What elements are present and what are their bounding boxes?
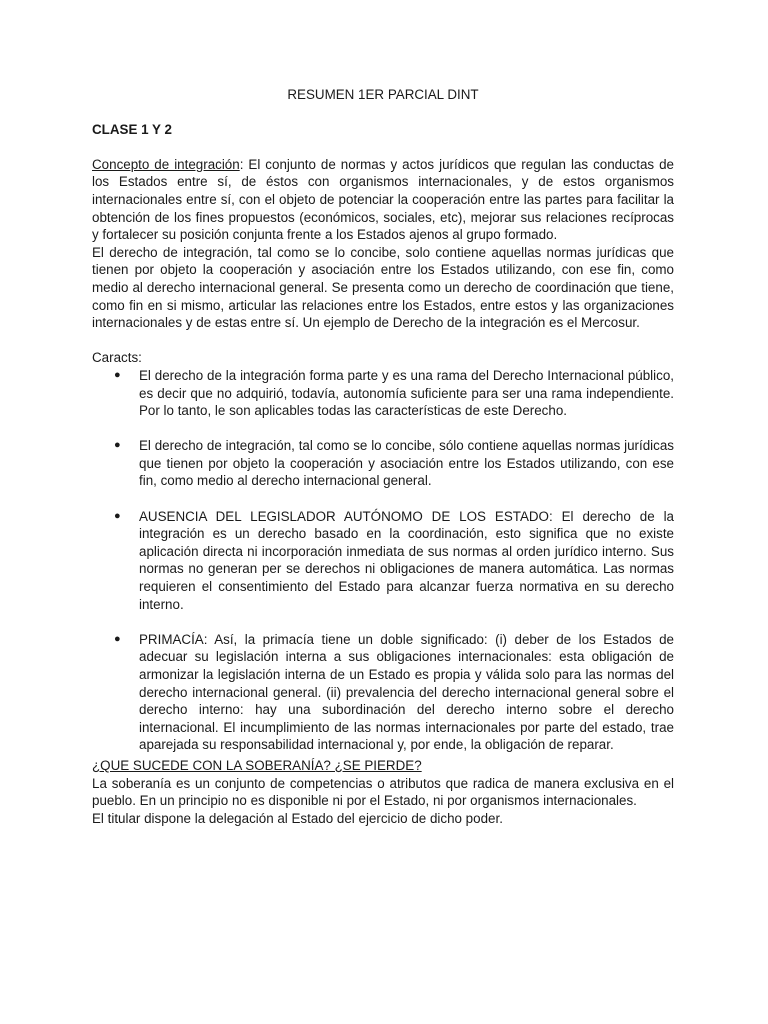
- bullet-icon: ●: [114, 368, 121, 381]
- list-item: [92, 631, 674, 754]
- titular-paragraph: El titular dispone la delegación al Estado del ejercicio de dicho poder.: [92, 810, 503, 826]
- caracts-label: Caracts:: [92, 350, 142, 366]
- document-title: RESUMEN 1ER PARCIAL DINT: [287, 87, 479, 102]
- caracts-list: [92, 367, 674, 754]
- list-item-text: El derecho de integración, tal como se lo concibe, sólo contiene aquellas normas jurídicas que tienen por objeto la cooperación y asociación entre los Estados utilizando, con ese fin, como medio al derecho internacional general.: [139, 438, 674, 489]
- derecho-paragraph: El derecho de integración, tal como se lo concibe, solo contiene aquellas normas jurídicas que tienen por objeto la cooperación y asociación entre los Estados utilizando, con ese fin, como medio al derecho internacional general. Se presenta como un derecho de coordinación que tiene, como fin en si mismo, articular las relaciones entre los Estados, entre estos y las organizaciones internacionales y de estas entre sí. Un ejemplo de Derecho de la integración es el Mercosur.: [92, 244, 674, 331]
- document-page: [92, 86, 674, 827]
- list-item-text: El derecho de la integración forma parte y es una rama del Derecho Internacional público, es decir que no adquirió, todavía, autonomía suficiente para ser una rama independiente. Por lo tanto, le son aplicables todas las características de este Derecho.: [139, 367, 674, 419]
- soberania-paragraph: La soberanía es un conjunto de competencias o atributos que radica de manera exclusiva en el pueblo. En un principio no es disponible ni por el Estado, ni por organismos internacionales.: [92, 775, 674, 809]
- concepto-term: Concepto de integración: [92, 156, 240, 172]
- soberania-question: ¿QUE SUCEDE CON LA SOBERANÍA? ¿SE PIERDE?: [92, 757, 422, 773]
- concepto-paragraph: [92, 156, 674, 244]
- list-item: [92, 367, 674, 420]
- bullet-icon: ●: [114, 509, 121, 522]
- bullet-icon: ●: [114, 439, 121, 452]
- list-item: [92, 437, 674, 490]
- spacer: [92, 332, 674, 350]
- list-item: [92, 508, 674, 614]
- section-heading: CLASE 1 Y 2: [92, 121, 172, 137]
- list-item-text: PRIMACÍA: Así, la primacía tiene un doble significado: (i) deber de los Estados de adecuar su legislación interna a sus obligaciones internacionales: esta obligación de armonizar la legislación interna de un Estado es propia y válida solo para las normas del derecho internacional general. (ii) prevalencia del derecho internacional general sobre el derecho interno: hay una subordinación del derecho interno sobre el derecho internacional. El incumplimiento de las normas internacionales por parte del estado, trae aparejada su responsabilidad internacional y, por ende, la obligación de reparar.: [139, 631, 674, 753]
- list-item-text: AUSENCIA DEL LEGISLADOR AUTÓNOMO DE LOS ESTADO: El derecho de la integración es un derecho basado en la coordinación, esto significa que no existe aplicación directa ni incorporación inmediata de sus normas al orden jurídico interno. Sus normas no generan per se derechos ni obligaciones de manera automática. Las normas requieren el consentimiento del Estado para alcanzar fuerza normativa en su derecho interno.: [139, 508, 674, 612]
- bullet-icon: ●: [114, 632, 121, 645]
- concepto-text: : El conjunto de normas y actos jurídicos que regulan las conductas de los Estados entre sí, de éstos con organismos internacionales, y de estos organismos internacionales entre sí, con el objeto de potenciar la cooperación entre las partes para facilitar la obtención de los fines propuestos (económicos, sociales, etc), mejorar sus relaciones recíprocas y fortalecer su posición conjunta frente a los Estados ajenos al grupo formado.: [92, 156, 674, 243]
